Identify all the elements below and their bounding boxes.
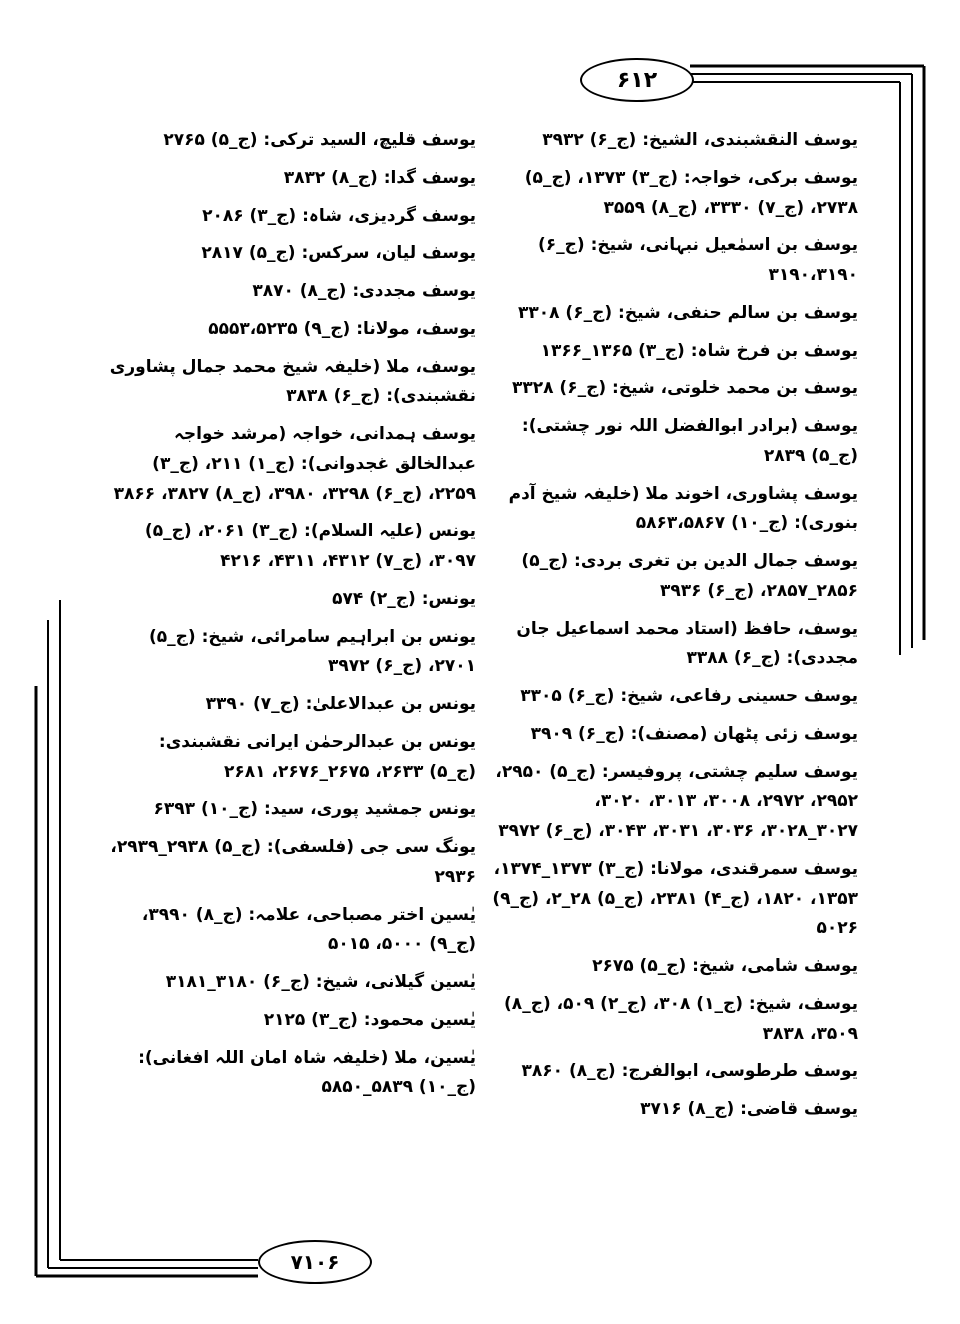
index-entry: یوسف بن سالم حنفی، شیخ: (ج_۶) ۳۳۰۸: [517, 302, 858, 323]
index-entry: یوسف بن محمد خلوتی، شیخ: (ج_۶) ۳۳۲۸: [511, 378, 858, 399]
index-entry: یوسف مجددی: (ج_۸) ۳۸۷۰: [252, 281, 476, 301]
index-entry: یوسف النقشبندی، الشیخ: (ج_۶) ۳۹۳۲: [542, 130, 858, 150]
index-entry: یوسف ہمدانی، خواجہ (مرشد خواجہ عبدالخالق غجدوانی): (ج_۱) ۲۱۱، (ج_۳) ۲۲۵۹، (ج_۶) ۳۲۹۸، ۳۹۸۰، (ج_۸) ۳۸۲۷، ۳۸۶۶: [113, 424, 476, 504]
index-entry: یونس: (ج_۲) ۵۷۴: [332, 588, 476, 609]
index-entry: یوسف گردیزی، شاہ: (ج_۳) ۲۰۸۶: [202, 205, 476, 226]
index-column-left: [108, 126, 476, 1111]
index-entry: یوسف شامی، شیخ: (ج_۵) ۲۶۷۵: [592, 956, 858, 976]
index-entry: یوسف، شیخ: (ج_۱) ۳۰۸، (ج_۲) ۵۰۹، (ج_۸) ۳۵۰۹، ۳۸۳۸: [504, 993, 858, 1044]
index-entry: یونس بن ابراہیم سامرائی، شیخ: (ج_۵) ۲۷۰۱، (ج_۶) ۳۹۷۲: [148, 626, 476, 677]
index-entry: یٰسین، ملا (خلیفہ شاہ امان اللہ افغانی): (ج_۱۰) ۵۸۳۹_۵۸۵۰: [138, 1047, 476, 1098]
index-entry: یونس بن عبدالاعلیٰ: (ج_۷) ۳۳۹۰: [205, 694, 476, 714]
index-entry: یوسف بن فرخ شاہ: (ج_۳) ۱۳۶۵_۱۳۶۶: [540, 340, 858, 361]
index-entry: یوسف گدا: (ج_۸) ۳۸۳۲: [283, 167, 476, 188]
index-column-right: [492, 126, 858, 1133]
index-entry: یونگ سی جی (فلسفی): (ج_۵) ۲۹۳۸_۲۹۳۹، ۲۹۳۶: [110, 837, 476, 887]
index-entry: یونس بن عبدالرحمٰن ایرانی نقشبندی: (ج_۵) ۲۶۳۳، ۲۶۷۵_۲۶۷۶، ۲۶۸۱: [158, 731, 476, 782]
index-entry: یوسف، حافظ (استاد محمد اسماعیل جان مجددی): (ج_۶) ۳۳۸۸: [516, 618, 858, 669]
index-entry: یونس (علیہ السلام): (ج_۳) ۲۰۶۱، (ج_۵) ۳۰۹۷، (ج_۷) ۴۳۱۲، ۴۳۱۱، ۴۲۱۶: [144, 521, 476, 571]
index-entry: یوسف (برادر ابوالفضل اللہ نور چشتی): (ج_۵) ۲۸۳۹: [521, 416, 858, 466]
index-entry: یونس جمشید پوری، سید: (ج_۱۰) ۶۳۹۳: [153, 799, 476, 820]
index-entry: یوسف طرطوسی، ابوالفرج: (ج_۸) ۳۸۶۰: [521, 1061, 858, 1082]
index-entry: یوسف حسینی رفاعی، شیخ: (ج_۶) ۳۳۰۵: [520, 686, 858, 706]
index-entry: یوسف جمال الدین بن تغری بردی: (ج_۵) ۲۸۵۶_۲۸۵۷، (ج_۶) ۳۹۳۶: [521, 551, 858, 601]
index-entry: یٰسین گیلانی، شیخ: (ج_۶) ۳۱۸۰_۳۱۸۱: [165, 972, 476, 992]
index-entry: یٰسین محمود: (ج_۳) ۲۱۲۵: [263, 1009, 476, 1030]
index-entry: یوسف سمرقندی، مولانا: (ج_۳) ۱۳۷۳_۱۳۷۴، ۱۳۵۳، ۱۸۲۰، (ج_۴) ۲۳۸۱، (ج_۵) ۲۸_۲، (ج_۹) ۵۰۲۶: [492, 858, 858, 939]
index-entry: یوسف زئی پٹھان (مصنف): (ج_۶) ۳۹۰۹: [530, 723, 858, 744]
index-entry: یوسف لیان، سرکس: (ج_۵) ۲۸۱۷: [201, 243, 476, 264]
index-entry: یوسف بن اسمٰعیل نبہانی، شیخ: (ج_۶) ۳۱۹۰،۳۱۹۰: [537, 235, 858, 285]
page-number-bottom: ۷۱۰۶: [258, 1240, 372, 1284]
index-entry: یوسف قلیچ، السید ترکی: (ج_۵) ۲۷۶۵: [163, 130, 476, 150]
index-entry: یوسف پشاوری، اخوند ملا (خلیفہ شیخ آدم بنوری): (ج_۱۰) ۵۸۶۳،۵۸۶۷: [508, 483, 858, 534]
index-entry: یوسف سلیم چشتی، پروفیسر: (ج_۵) ۲۹۵۰، ۲۹۵۲، ۲۹۷۲، ۳۰۰۸، ۳۰۱۳، ۳۰۲۰، ۳۰۲۷_۳۰۲۸، ۳۰۳۶، ۳۰۳۱، ۳۰۴۳، (ج_۶) ۳۹۷۲: [495, 761, 858, 841]
page-number-top: ۶۱۲: [580, 58, 694, 102]
index-entry: یوسف قاضی: (ج_۸) ۳۷۱۶: [640, 1099, 858, 1119]
index-entry: یوسف، مولانا: (ج_۹) ۵۵۵۳،۵۲۳۵: [208, 318, 476, 339]
index-entry: یوسف، ملا (خلیفہ شیخ محمد جمال پشاوری نقشبندی): (ج_۶) ۳۸۳۸: [109, 356, 476, 407]
index-entry: یوسف برکی، خواجہ: (ج_۳) ۱۳۷۳، (ج_۵) ۲۷۳۸، (ج_۷) ۳۳۳۰، (ج_۸) ۳۵۵۹: [524, 167, 858, 218]
index-entry: یٰسین اختر مصباحی، علامہ: (ج_۸) ۳۹۹۰، (ج_۹) ۵۰۰۰، ۵۰۱۵: [141, 904, 476, 955]
